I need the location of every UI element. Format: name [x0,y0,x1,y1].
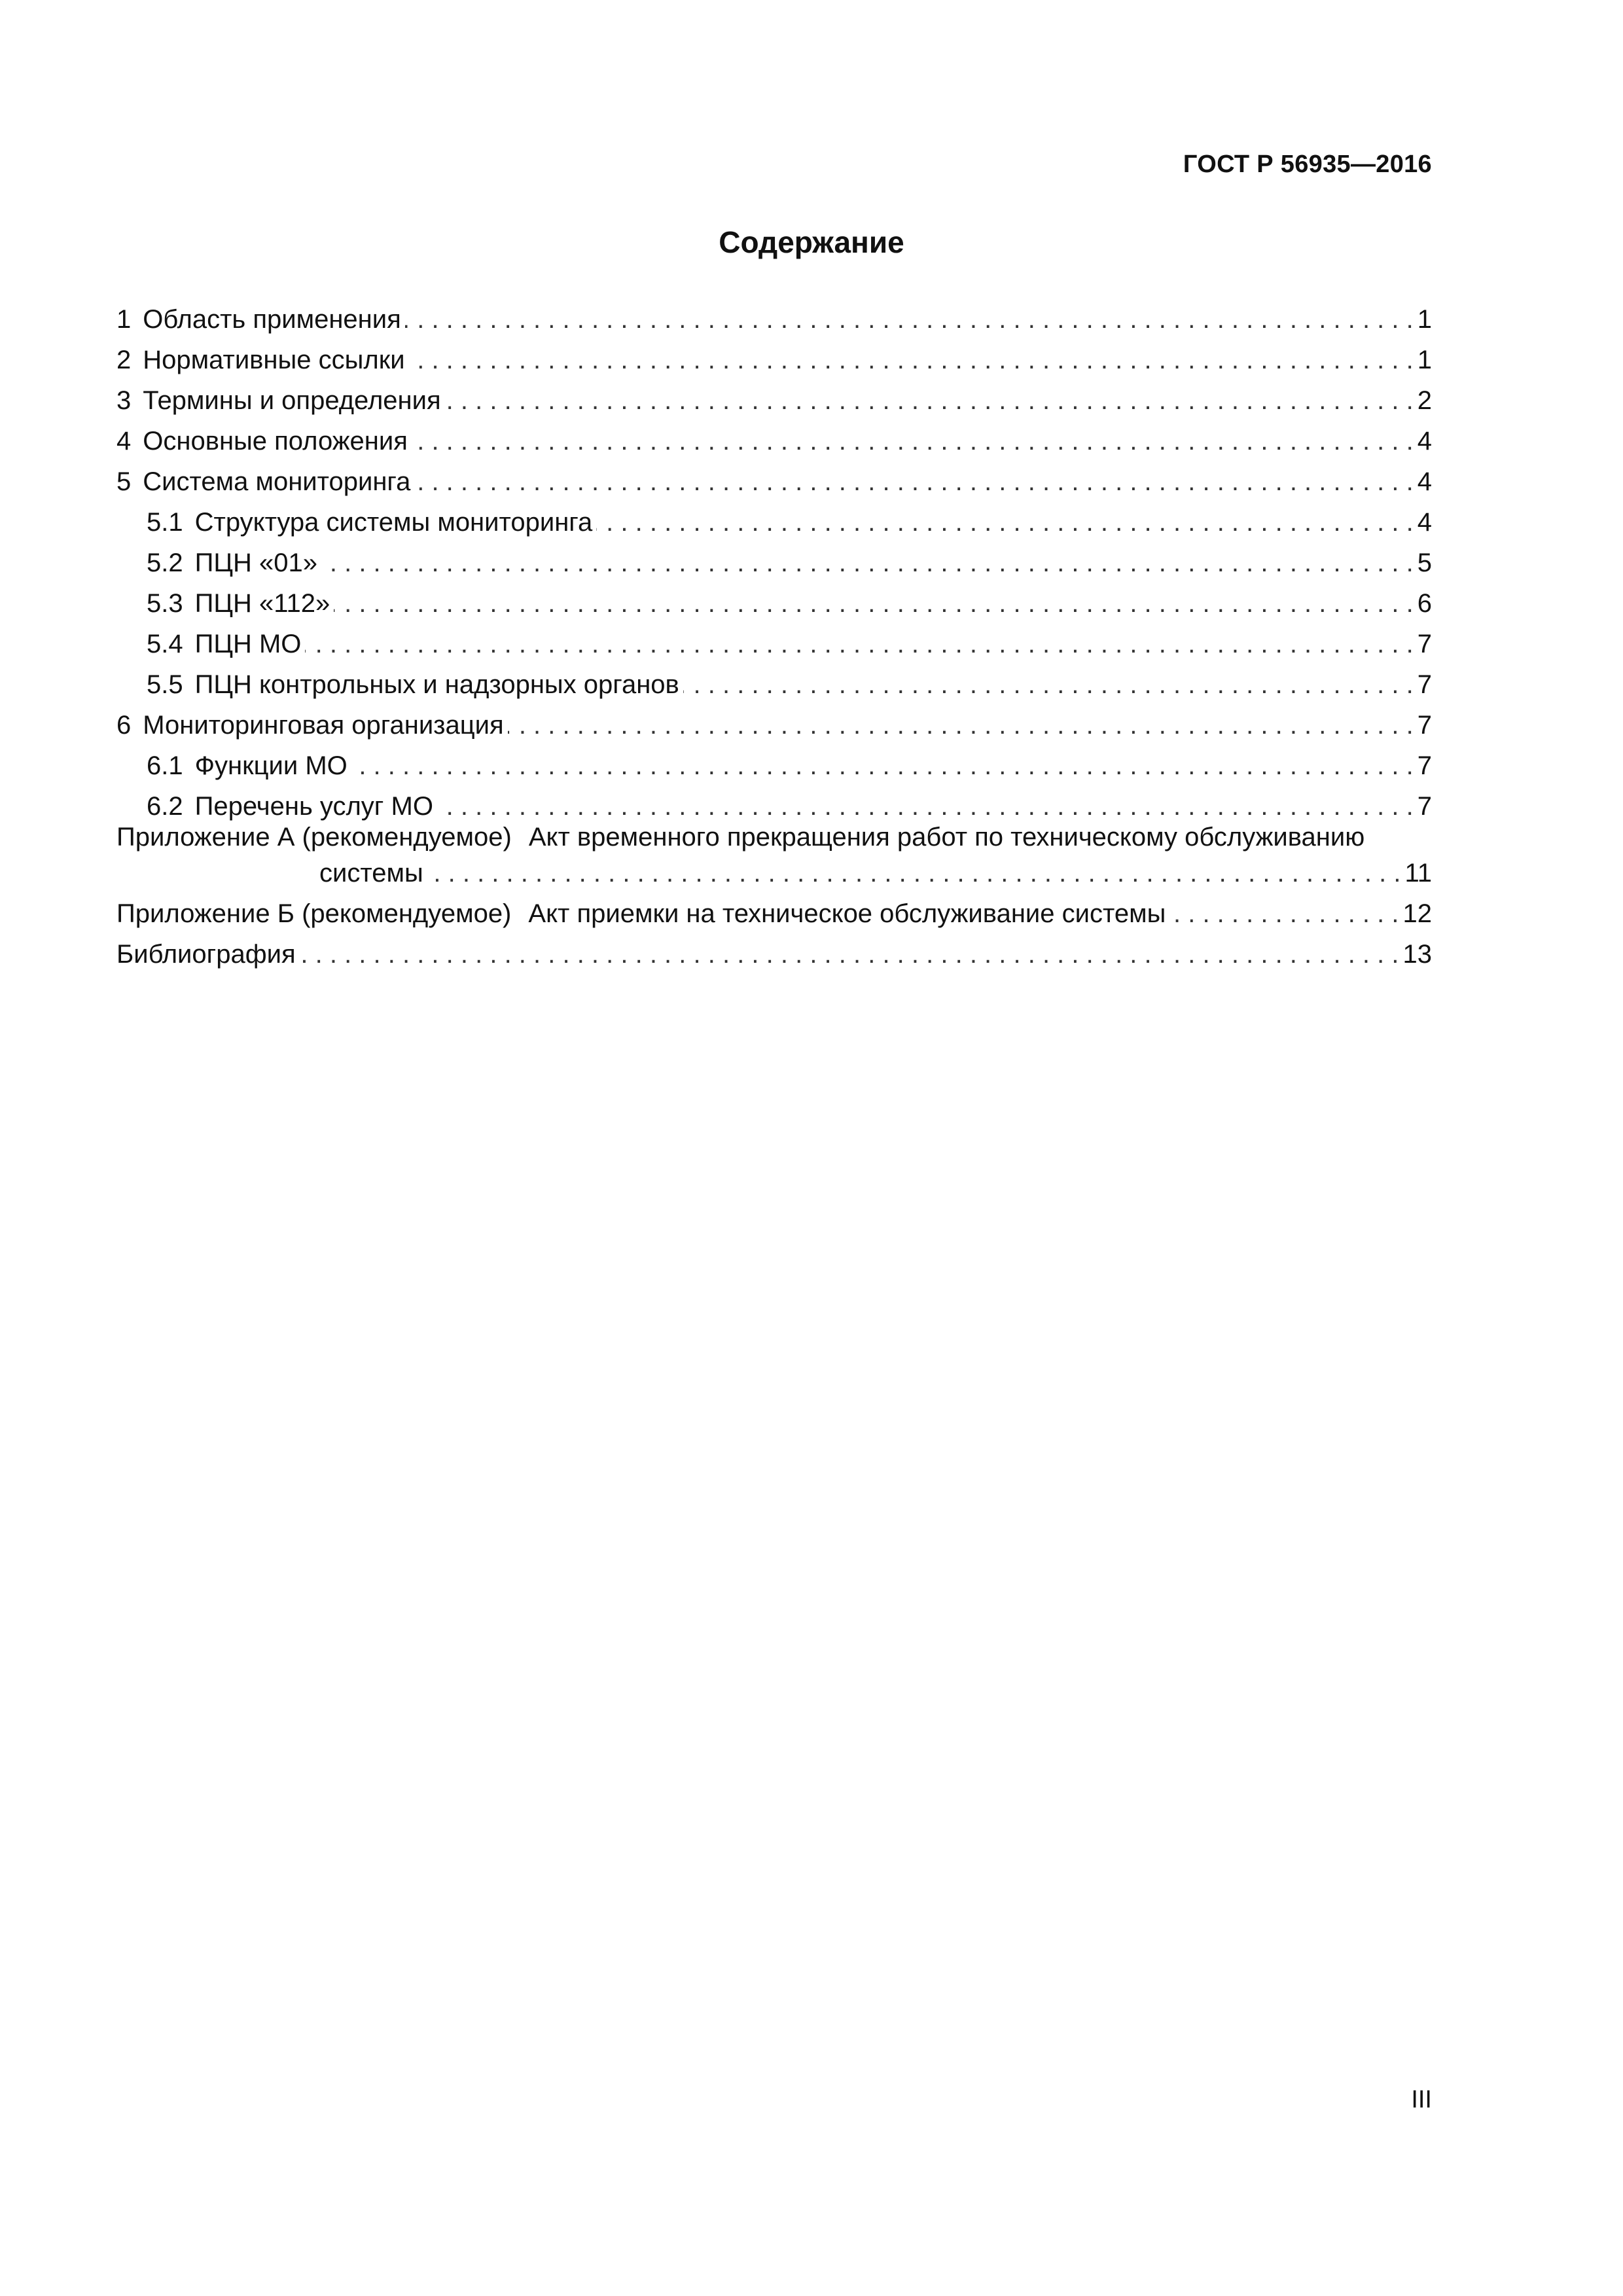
dot-leader [300,939,1399,970]
toc-entry[interactable] [116,295,1432,335]
toc-entry-title: Основные положения [143,427,408,456]
toc-entry-title: Перечень услуг МО [194,792,433,821]
toc-entry-number: 1 [116,305,132,334]
toc-subentry[interactable] [116,579,1432,619]
toc-entry-number: 2 [116,346,132,374]
toc-entry-page: 5 [1417,548,1432,577]
toc-subentry[interactable] [116,538,1432,579]
dot-leader [305,629,1413,660]
toc-entry-title: ПЦН контрольных и надзорных органов [194,670,679,699]
toc-entry-page: 7 [1417,792,1432,821]
toc-entry-number: 6.2 [147,792,183,821]
dot-leader [445,386,1414,416]
annex-label: Приложение Б (рекомендуемое) [116,899,512,928]
toc-entry-number: 6.1 [147,751,183,780]
dot-leader [437,791,1414,822]
toc-entry[interactable] [116,416,1432,457]
toc-entry-number: 4 [116,427,132,456]
dot-leader [409,345,1414,376]
dot-leader [414,467,1413,497]
toc-entry-number: 5.3 [147,589,183,618]
toc-entry-title: Нормативные ссылки [143,346,405,374]
page-number: III [1411,2086,1432,2113]
annex-title-line2: системы [319,859,423,888]
toc-entry-page: 4 [1417,427,1432,456]
dot-leader [412,426,1414,457]
dot-leader [1169,899,1399,929]
toc-entry-title: Область применения [143,305,401,334]
toc-annex-entry[interactable] [116,889,1432,929]
dot-leader [508,710,1414,741]
toc-subentry[interactable] [116,497,1432,538]
toc-entry[interactable] [116,376,1432,416]
toc-entry-number: 5.4 [147,630,183,658]
toc-entry-title: Термины и определения [143,386,441,415]
toc-subentry[interactable] [116,619,1432,660]
toc-entry-number: 5.1 [147,508,183,537]
toc-subentry[interactable] [116,781,1432,822]
annex-title: Акт приемки на техническое обслуживание системы [528,899,1166,928]
toc-entry-page: 4 [1417,508,1432,537]
toc-entry-page: 1 [1417,305,1432,334]
toc-bibliography-entry[interactable] [116,929,1432,970]
toc-entry[interactable] [116,457,1432,497]
toc-entry[interactable] [116,335,1432,376]
toc-entry-page: 7 [1417,630,1432,658]
toc-entry-page: 7 [1417,670,1432,699]
toc-entry-page: 1 [1417,346,1432,374]
toc-entry-page: 6 [1417,589,1432,618]
toc-entry[interactable] [116,700,1432,741]
dot-leader [405,304,1414,335]
dot-leader [334,588,1414,619]
dot-leader [321,548,1414,579]
toc-entry-page: 12 [1402,899,1432,928]
annex-label: Приложение А (рекомендуемое) [116,823,512,852]
toc-entry-title: Функции МО [194,751,348,780]
toc-entry-page: 11 [1404,859,1432,888]
annex-title-line1: Акт временного прекращения работ по техническому обслуживанию [528,823,1365,852]
toc-subentry[interactable] [116,741,1432,781]
toc-entry-title: ПЦН «112» [194,589,330,618]
toc-entry-title: ПЦН «01» [194,548,317,577]
toc-entry-page: 2 [1417,386,1432,415]
toc-entry-title: Библиография [116,940,296,969]
toc-title: Содержание [719,225,904,259]
document-code: ГОСТ Р 56935—2016 [1183,151,1432,178]
toc-entry-title: Структура системы мониторинга [194,508,593,537]
table-of-contents [116,295,1432,970]
toc-annex-entry[interactable] [116,822,1432,889]
dot-leader [596,507,1414,538]
toc-entry-page: 7 [1417,711,1432,740]
toc-entry-page: 4 [1417,467,1432,496]
dot-leader [683,670,1414,700]
toc-entry-number: 5.5 [147,670,183,699]
toc-entry-title: ПЦН МО [194,630,302,658]
toc-entry-page: 13 [1402,940,1432,969]
toc-entry-page: 7 [1417,751,1432,780]
toc-entry-number: 6 [116,711,132,740]
toc-entry-title: Мониторинговая организация [143,711,504,740]
toc-entry-title: Система мониторинга [143,467,411,496]
toc-entry-number: 5.2 [147,548,183,577]
toc-entry-number: 3 [116,386,132,415]
toc-subentry[interactable] [116,660,1432,700]
dot-leader [427,858,1401,889]
annex-second-line [116,853,1432,889]
toc-entry-number: 5 [116,467,132,496]
dot-leader [351,751,1414,781]
annex-first-line [116,822,1432,853]
